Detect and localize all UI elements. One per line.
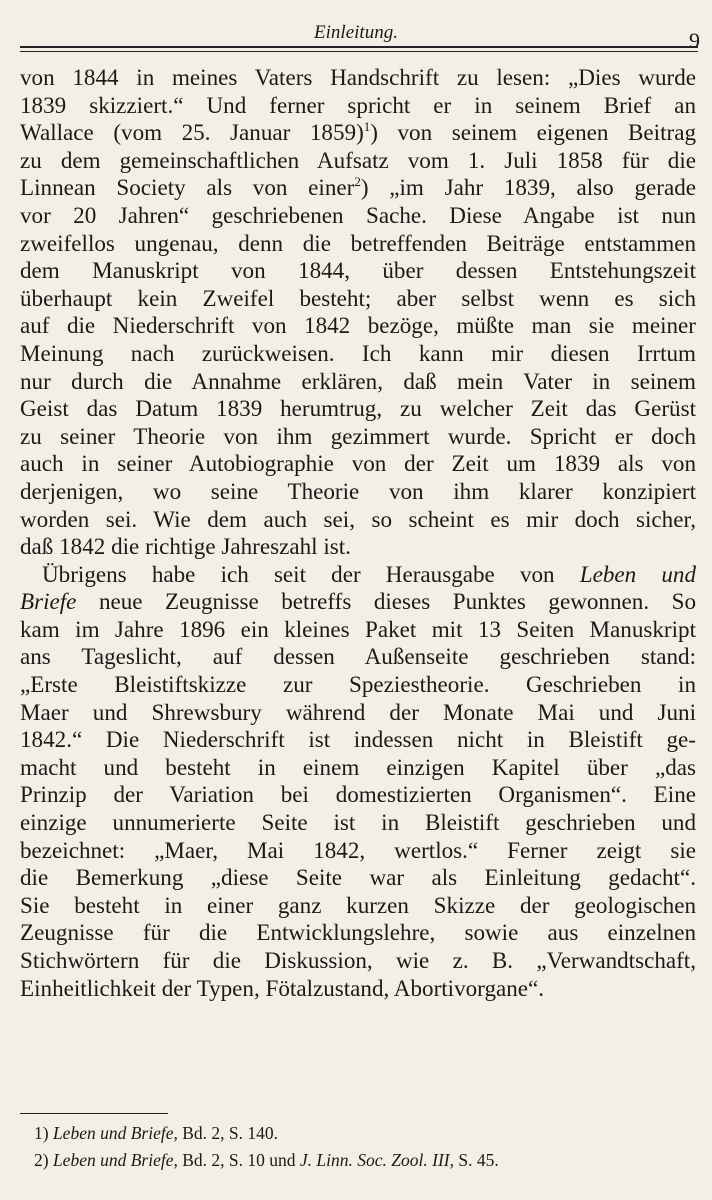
footnote-text: Bd. 2, S. 10 und xyxy=(177,1150,300,1170)
page-number: 9 xyxy=(689,28,700,53)
text-line: Maer und Shrewsbury während der Monate Mai und Juni xyxy=(20,698,696,725)
header-rule-thin xyxy=(20,51,698,52)
footnote-journal: J. Linn. Soc. Zool. III, xyxy=(299,1150,454,1170)
text-line xyxy=(20,119,696,147)
text-line: Sie besteht in einer ganz kurzen Skizze der geologischen xyxy=(20,891,696,918)
footnote-text: S. 45. xyxy=(453,1150,499,1170)
footnote-title: Leben und Briefe, xyxy=(52,1123,178,1143)
text-line: die Bemerkung „diese Seite war als Einleitung gedacht“. xyxy=(20,864,696,891)
text-line: Meinung nach zurückweisen. Ich kann mir diesen Irrtum xyxy=(20,339,696,366)
footnote-1 xyxy=(34,1120,694,1147)
text-line: Einheitlichkeit der Typen, Fötalzustand, Abortivorgane“. xyxy=(20,974,545,1001)
text-segment: ) „im Jahr 1839, also gerade xyxy=(360,174,696,201)
text-line: daß 1842 die richtige Jahreszahl ist. xyxy=(20,533,351,560)
footnote-number: 1) xyxy=(34,1123,49,1143)
body-text xyxy=(20,64,696,1002)
text-line: Prinzip der Variation bei domestizierten Organismen“. Eine xyxy=(20,781,696,808)
text-line xyxy=(20,588,696,616)
text-line: auf die Niederschrift von 1842 bezöge, müßte man sie meiner xyxy=(20,312,696,339)
text-line: vor 20 Jahren“ geschriebenen Sache. Diese Angabe ist nun xyxy=(20,201,696,228)
text-line: kam im Jahre 1896 ein kleines Paket mit 13 Seiten Manuskript xyxy=(20,615,696,642)
text-line: Geist das Datum 1839 herumtrug, zu welcher Zeit das Gerüst xyxy=(20,395,696,422)
text-line: derjenigen, wo seine Theorie von ihm klarer konzipiert xyxy=(20,477,696,504)
text-line xyxy=(20,174,696,202)
text-line: nur durch die Annahme erklären, daß mein Vater in seinem xyxy=(20,367,696,394)
text-line xyxy=(20,561,696,589)
header-rule-thick xyxy=(20,46,698,48)
text-line: 1842.“ Die Niederschrift ist indessen nicht in Bleistift ge- xyxy=(20,726,696,753)
text-segment: Übrigens habe ich seit der Herausgabe von xyxy=(42,560,580,587)
paragraph-2 xyxy=(20,561,696,1003)
footnotes xyxy=(34,1120,694,1174)
text-line: zweifellos ungenau, denn die betreffenden Beiträge entstammen xyxy=(20,229,696,256)
book-title: Leben und xyxy=(579,560,697,587)
text-line: „Erste Bleistiftskizze zur Speziestheorie. Geschrieben in xyxy=(20,671,696,698)
text-line: zu seiner Theorie von ihm gezimmert wurde. Spricht er doch xyxy=(20,422,696,449)
footnote-text: Bd. 2, S. 140. xyxy=(177,1123,279,1143)
text-segment: Linnean Society als von einer xyxy=(20,174,355,201)
footnote-ref-2: 2 xyxy=(354,174,361,190)
text-line: einzige unnumerierte Seite ist in Bleistift geschrieben und xyxy=(20,809,696,836)
footnote-ref-1: 1 xyxy=(363,119,371,135)
text-line: überhaupt kein Zweifel besteht; aber selbst wenn es sich xyxy=(20,284,696,311)
text-segment: neue Zeugnisse betreffs dieses Punktes gewonnen. So xyxy=(76,588,696,615)
running-head xyxy=(0,18,712,53)
text-line: von 1844 in meines Vaters Handschrift zu lesen: „Dies wurde xyxy=(20,64,696,90)
text-segment: Wallace (vom 25. Januar 1859) xyxy=(20,119,364,146)
footnote-number: 2) xyxy=(34,1150,49,1170)
text-line: worden sei. Wie dem auch sei, so scheint es mir doch sicher, xyxy=(20,505,696,532)
text-line: Stichwörtern für die Diskussion, wie z. B. „Verwandtschaft, xyxy=(20,947,696,973)
text-line: zu dem gemeinschaftlichen Aufsatz vom 1. Juli 1858 für die xyxy=(20,146,696,173)
text-line: bezeichnet: „Maer, Mai 1842, wertlos.“ Ferner zeigt sie xyxy=(20,836,696,863)
footnote-2 xyxy=(34,1147,694,1174)
text-line: ans Tageslicht, auf dessen Außenseite geschrieben stand: xyxy=(20,643,696,670)
text-line: Zeugnisse für die Entwicklungslehre, sowie aus einzelnen xyxy=(20,919,696,946)
text-line: macht und besteht in einem einzigen Kapitel über „das xyxy=(20,753,696,780)
footnote-rule xyxy=(20,1113,168,1114)
footnote-title: Leben und Briefe, xyxy=(52,1150,178,1170)
text-line: dem Manuskript von 1844, über dessen Entstehungszeit xyxy=(20,257,696,284)
book-title: Briefe xyxy=(20,588,77,615)
text-line: auch in seiner Autobiographie von der Zeit um 1839 als von xyxy=(20,450,696,477)
text-line: 1839 skizziert.“ Und ferner spricht er in seinem Brief an xyxy=(20,91,696,118)
running-head-title: Einleitung. xyxy=(314,22,398,43)
text-segment: ) von seinem eigenen Beitrag xyxy=(370,119,697,146)
paragraph-1 xyxy=(20,64,696,561)
